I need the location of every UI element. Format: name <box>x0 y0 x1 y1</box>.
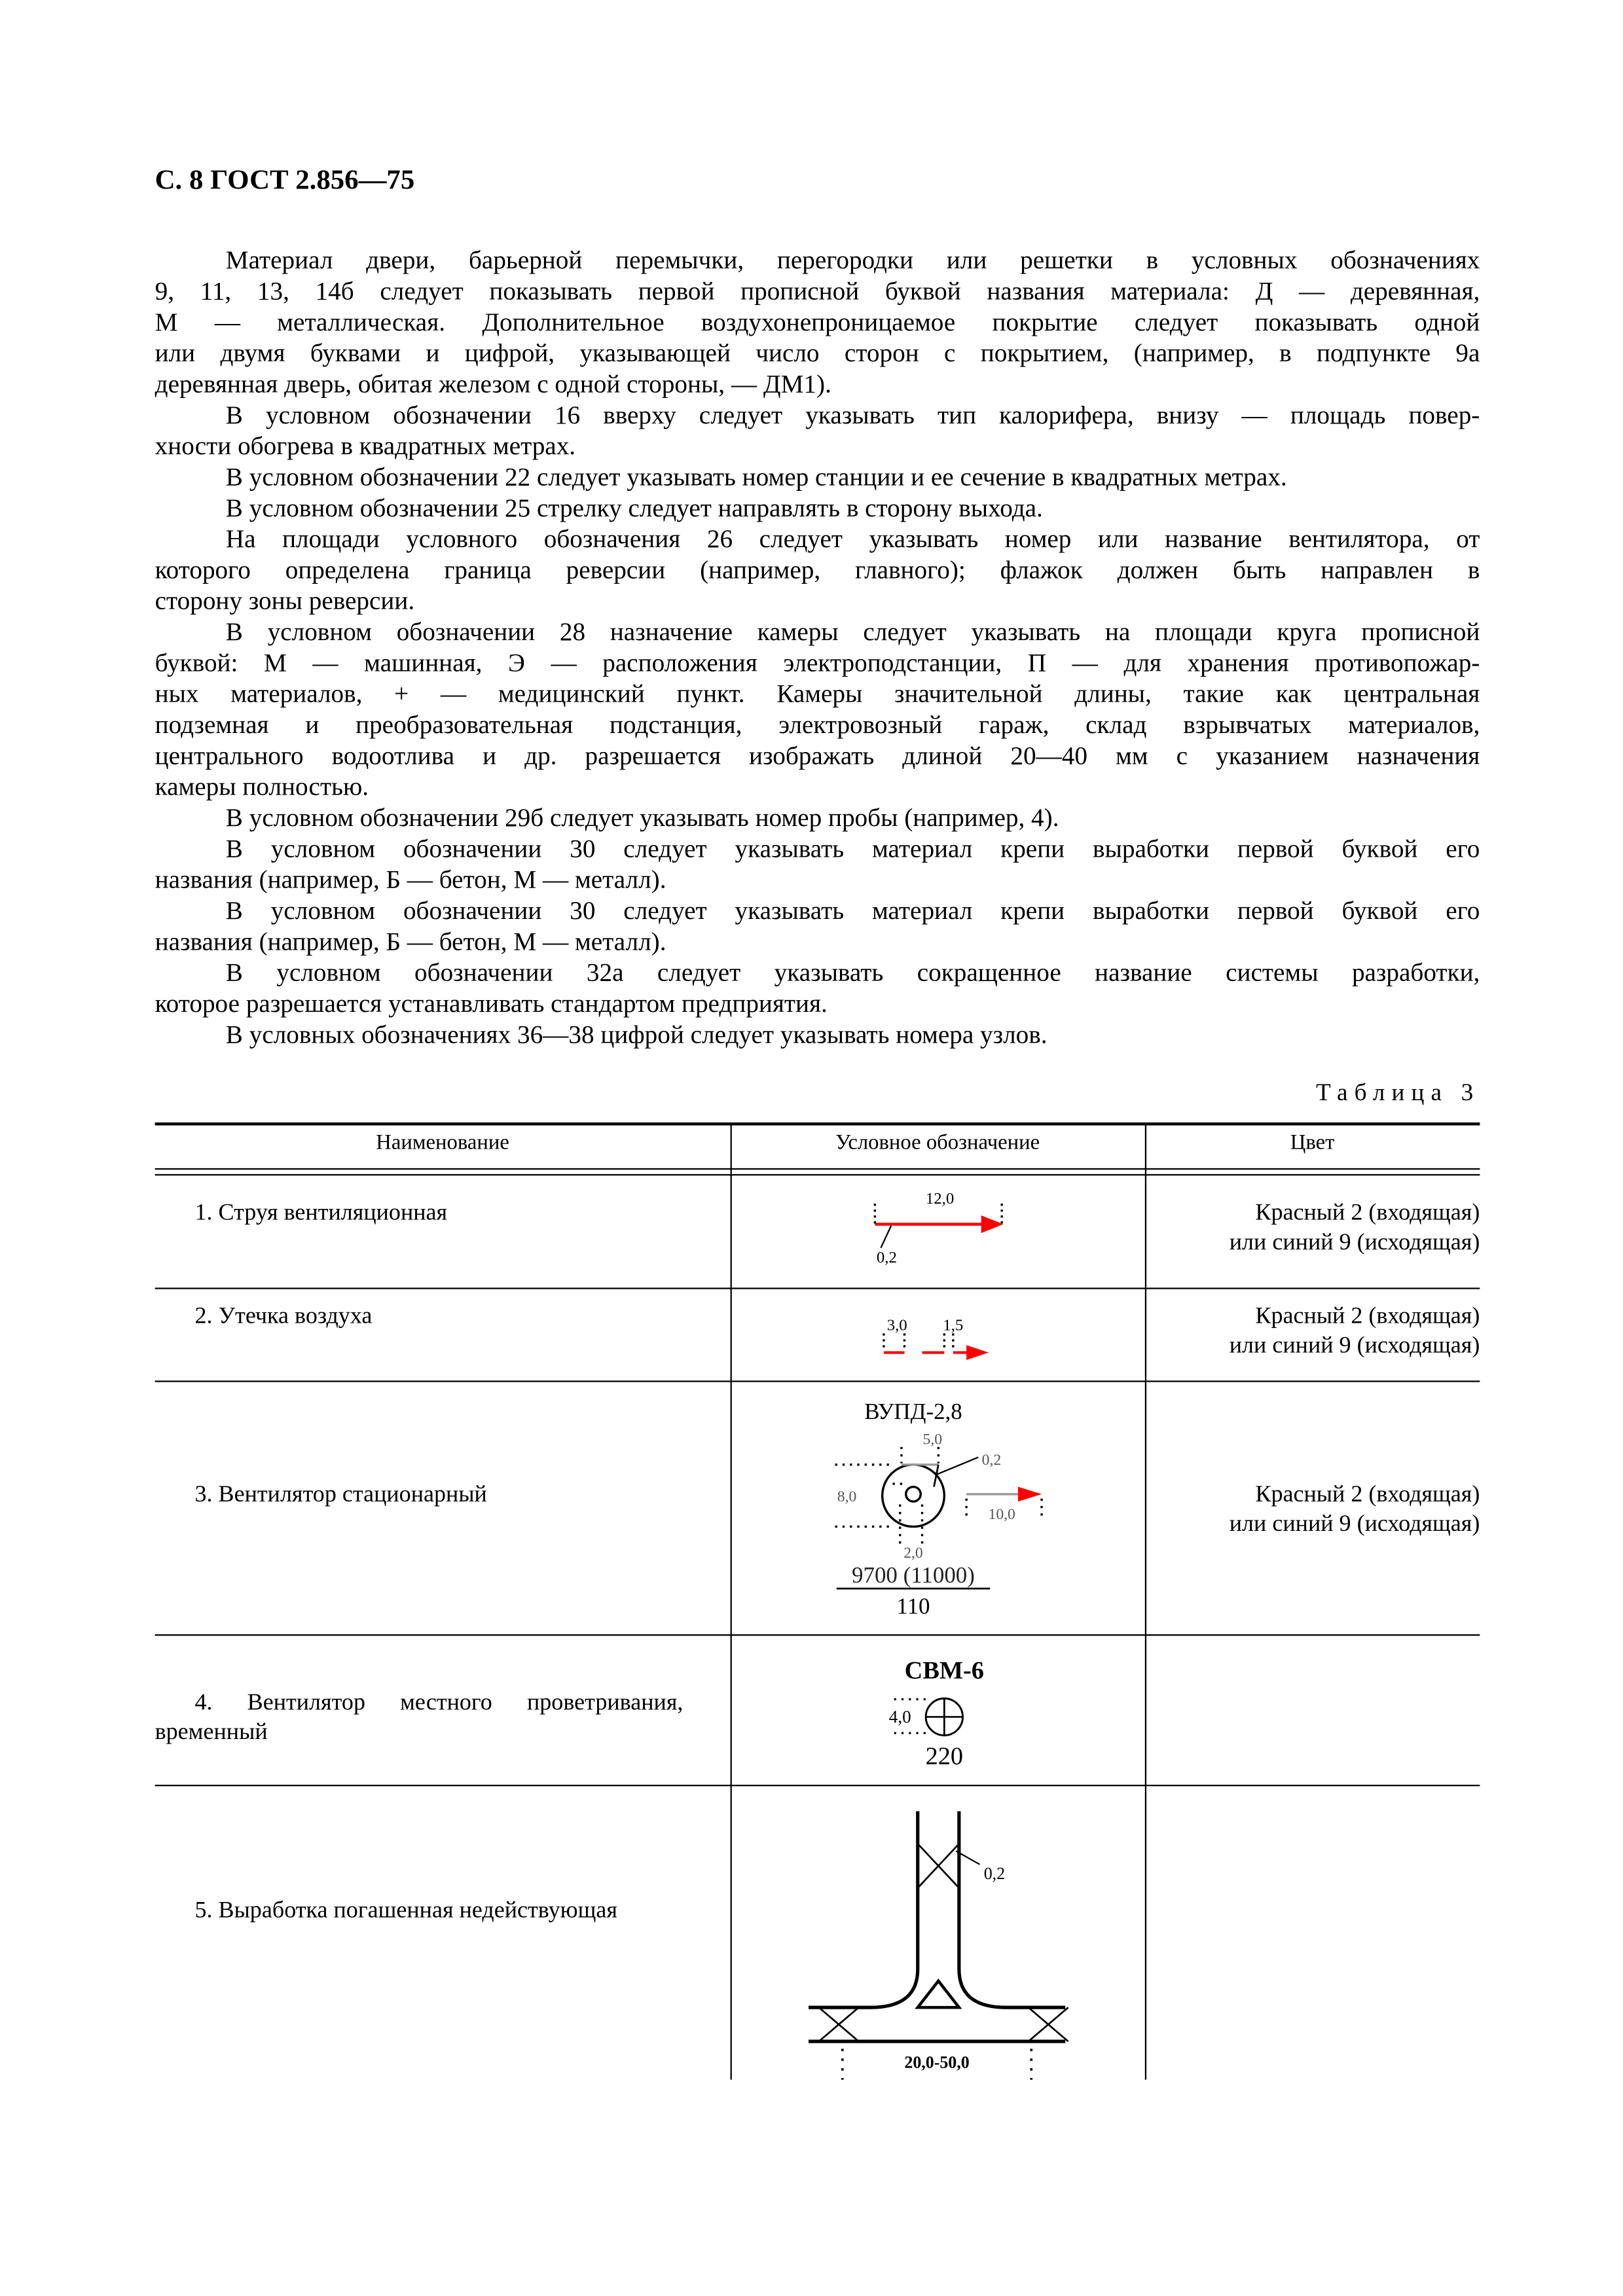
row-name: 4. Вентилятор местного проветривания, <box>194 1690 684 1715</box>
paragraph-line: М — металлическая. Дополнительное воздухонепроницаемое покрытие следует показывать одной <box>155 306 1480 336</box>
page-header: С. 8 ГОСТ 2.856—75 <box>155 165 415 196</box>
dimension-label: 1,5 <box>943 1316 964 1335</box>
paragraph-line: центрального водоотлива и др. разрешается изображать длиной 20—40 мм с указанием назначения <box>155 740 1480 770</box>
fan-model-label: СВМ-6 <box>904 1657 984 1685</box>
paragraph-line: В условном обозначении 22 следует указывать номер станции и ее сечение в квадратных метрах. <box>225 461 1287 492</box>
paragraph-line: В условных обозначениях 36—38 цифрой следует указывать номера узлов. <box>225 1019 1048 1049</box>
column-header-name: Наименование <box>376 1131 509 1155</box>
color-line: или синий 9 (исходящая) <box>1229 1333 1480 1359</box>
dimension-label: 20,0-50,0 <box>904 2053 970 2072</box>
fan-model-label: ВУПД-2,8 <box>864 1398 962 1424</box>
paragraph-line: Материал двери, барьерной перемычки, перегородки или решетки в условных обозначениях <box>225 245 1480 275</box>
dimension-label: 4,0 <box>888 1707 911 1727</box>
column-header-symbol: Условное обозначение <box>835 1131 1040 1155</box>
row-name: 3. Вентилятор стационарный <box>194 1482 487 1508</box>
column-header-color: Цвет <box>1290 1131 1335 1155</box>
paragraph-line: названия (например, Б — бетон, М — металл). <box>155 864 666 894</box>
color-line: Красный 2 (входящая) <box>1255 1482 1480 1508</box>
stationary-fan-symbol <box>835 1399 1042 1619</box>
dimension-label: 10,0 <box>988 1506 1015 1524</box>
paragraph-line: В условном обозначении 28 назначение камеры следует указывать на площади круга прописной <box>225 617 1480 647</box>
color-line: или синий 9 (исходящая) <box>1229 1230 1480 1255</box>
table-caption: Таблица 3 <box>1316 1078 1480 1107</box>
paragraph-line: На площади условного обозначения 26 следует указывать номер или название вентилятора, от <box>225 524 1480 554</box>
fan-pressure-label: 110 <box>896 1593 930 1619</box>
color-line: или синий 9 (исходящая) <box>1229 1511 1480 1537</box>
dimension-label: 3,0 <box>886 1316 907 1335</box>
paragraph-line: которого определена граница реверсии (например, главного); флажок должен быть направлен в <box>155 554 1480 584</box>
paragraph-line: или двумя буквами и цифрой, указывающей число сторон с покрытием, (например, в подпункте 9а <box>155 338 1480 368</box>
paragraph-line: которое разрешается устанавливать стандартом предприятия. <box>155 988 828 1018</box>
ventilation-stream-symbol <box>875 1190 1003 1266</box>
dimension-label: 2,0 <box>903 1544 923 1562</box>
paragraph-line: В условном обозначении 16 вверху следует указывать тип калорифера, внизу — площадь повер- <box>225 399 1480 429</box>
paragraph-line: ных материалов, + — медицинский пункт. Камеры значительной длины, такие как центральная <box>155 678 1480 708</box>
color-line: Красный 2 (входящая) <box>1255 1304 1480 1329</box>
paragraph-line: камеры полностью. <box>155 771 369 801</box>
row-name: 5. Выработка погашенная недействующая <box>194 1898 617 1924</box>
dimension-label: 5,0 <box>922 1431 943 1448</box>
paragraph-line: В условном обозначении 32а следует указывать сокращенное название системы разработки, <box>225 957 1480 987</box>
paragraph-line: 9, 11, 13, 14б следует показывать первой прописной буквой названия материала: Д — деревянная, <box>155 276 1480 306</box>
paragraph-line: сторону зоны реверсии. <box>155 585 415 615</box>
row-name-continued: временный <box>155 1719 268 1746</box>
paragraph-line: подземная и преобразовательная подстанция, электровозный гараж, склад взрывчатых материалов, <box>155 709 1480 740</box>
paragraph-line: В условном обозначении 30 следует указывать материал крепи выработки первой буквой его <box>225 833 1480 863</box>
color-line: Красный 2 (входящая) <box>1255 1200 1480 1226</box>
local-fan-symbol <box>889 1657 984 1770</box>
dimension-label: 0,2 <box>981 1451 1002 1469</box>
row-name: 1. Струя вентиляционная <box>194 1200 448 1226</box>
dimension-label: 12,0 <box>925 1189 955 1208</box>
air-leak-symbol <box>884 1317 989 1360</box>
paragraph-line: В условном обозначении 25 стрелку следует направлять в сторону выхода. <box>225 492 1043 522</box>
abandoned-working-symbol <box>809 1811 1068 2079</box>
paragraph-line: хности обогрева в квадратных метрах. <box>155 431 576 461</box>
fan-capacity-label: 9700 (11000) <box>852 1562 975 1588</box>
dimension-label: 0,2 <box>876 1249 897 1267</box>
dimension-label: 8,0 <box>837 1488 857 1506</box>
paragraph-line: В условном обозначении 29б следует указывать номер пробы (например, 4). <box>225 802 1059 833</box>
fan-value-label: 220 <box>925 1742 964 1770</box>
paragraph-line: буквой: М — машинная, Э — расположения электроподстанции, П — для хранения противопожар- <box>155 647 1480 677</box>
paragraph-line: деревянная дверь, обитая железом с одной стороны, — ДМ1). <box>155 368 831 399</box>
paragraph-line: В условном обозначении 30 следует указывать материал крепи выработки первой буквой его <box>225 895 1480 925</box>
row-name: 2. Утечка воздуха <box>194 1304 373 1329</box>
paragraph-line: названия (например, Б — бетон, М — металл). <box>155 926 666 956</box>
dimension-label: 0,2 <box>983 1864 1006 1884</box>
